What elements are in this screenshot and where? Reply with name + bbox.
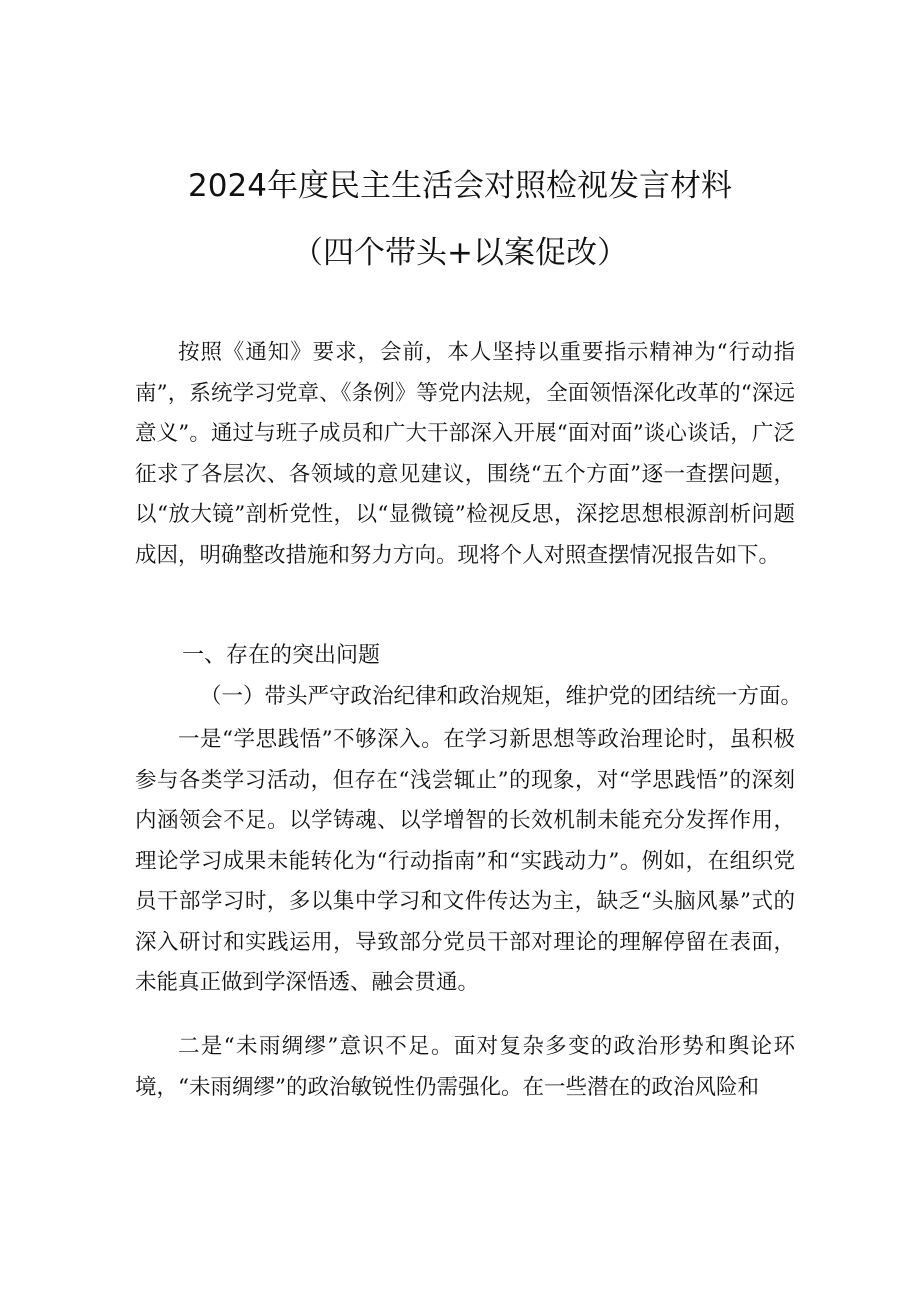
body-paragraph-1: 一是“学思践悟”不够深入。在学习新思想等政治理论时，虽积极参与各类学习活动，但存在“浅尝辄止”的现象，对“学思践悟”的深刻内涵领会不足。以学铸魂、以学增智的长效机制未能充分发挥作用，理论学习成果未能转化为“行动指南”和“实践动力”。例如，在组织党员干部学习时，多以集中学习和文件传达为主，缺乏“头脑风暴”式的深入研讨和实践运用，导致部分党员干部对理论的理解停留在表面，未能真正做到学深悟透、融会贯通。 bbox=[135, 727, 795, 995]
section-heading: 一、存在的突出问题 bbox=[182, 643, 381, 668]
intro-paragraph: 按照《通知》要求，会前，本人坚持以重要指示精神为“行动指南”，系统学习党章、《条例》等党内法规，全面领悟深化改革的“深远意义”。通过与班子成员和广大干部深入开展“面对面”谈心谈话，广泛征求了各层次、各领域的意见建议，围绕“五个方面”逐一查摆问题，以“放大镜”剖析党性，以“显微镜”检视反思，深挖思想根源剖析问题成因，明确整改措施和努力方向。现将个人对照查摆情况报告如下。 bbox=[135, 340, 795, 568]
body-paragraph-2: 二是“未雨绸缪”意识不足。面对复杂多变的政治形势和舆论环境，“未雨绸缪”的政治敏锐性仍需强化。在一些潜在的政治风险和 bbox=[135, 1034, 795, 1100]
document-subtitle: （四个带头+以案促改） bbox=[292, 235, 628, 271]
document-title: 2024年度民主生活会对照检视发言材料 bbox=[188, 168, 732, 204]
subsection-heading: （一）带头严守政治纪律和政治规矩，维护党的团结统一方面。 bbox=[200, 684, 803, 709]
